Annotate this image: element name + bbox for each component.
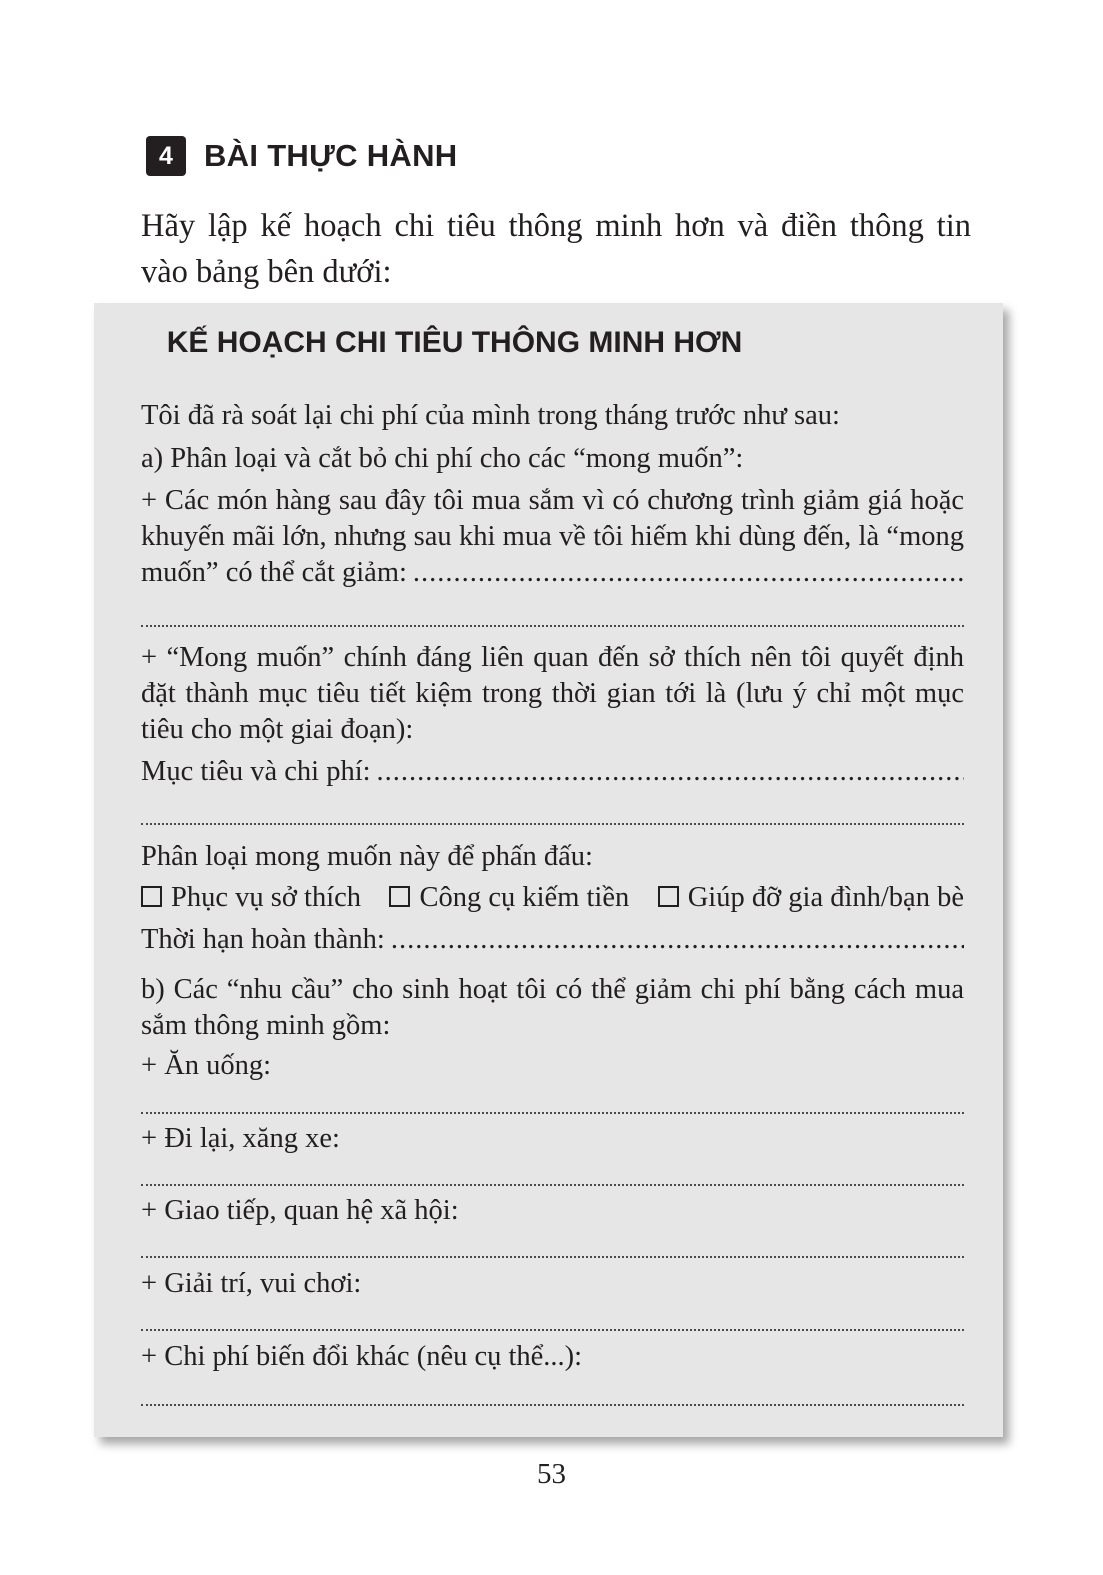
option-earning-tool-label: Công cụ kiếm tiền: [419, 882, 630, 913]
a2-line-1: + “Mong muốn” chính đáng liên quan đến sở thích nên tôi quyết định: [141, 642, 964, 673]
goal-fill-line-2[interactable]: [141, 793, 964, 825]
option-earning-tool[interactable]: [389, 880, 629, 916]
checkbox-icon[interactable]: [658, 886, 679, 907]
need-social-label: + Giao tiếp, quan hệ xã hội:: [141, 1195, 459, 1226]
section-title: BÀI THỰC HÀNH: [204, 138, 458, 173]
need-other-label: + Chi phí biến đổi khác (nêu cụ thể...):: [141, 1341, 583, 1372]
worksheet-title: KẾ HOẠCH CHI TIÊU THÔNG MINH HƠN: [166, 326, 743, 359]
b-line-1: b) Các “nhu cầu” cho sinh hoạt tôi có thể giảm chi phí bằng cách mua: [141, 974, 964, 1005]
a1-fill-line[interactable]: [413, 555, 964, 591]
option-help-family[interactable]: [658, 880, 964, 916]
a1-line-2: khuyến mãi lớn, nhưng sau khi mua về tôi hiếm khi dùng đến, là “mong: [141, 521, 964, 552]
intro-line-2: vào bảng bên dưới:: [141, 254, 392, 290]
intro-paragraph: [141, 203, 971, 295]
option-hobby[interactable]: [141, 880, 361, 916]
deadline-label: Thời hạn hoàn thành:: [141, 924, 385, 955]
need-food-fill-line[interactable]: [141, 1082, 964, 1114]
need-other-fill-line[interactable]: [141, 1374, 964, 1406]
need-transport-fill-line[interactable]: [141, 1154, 964, 1186]
goal-label: Mục tiêu và chi phí:: [141, 756, 371, 787]
section-a-heading: a) Phân loại và cắt bỏ chi phí cho các “mong muốn”:: [141, 443, 744, 474]
checkbox-icon[interactable]: [389, 886, 410, 907]
checkbox-icon[interactable]: [141, 886, 162, 907]
classify-options: [141, 880, 964, 916]
section-header: [146, 135, 458, 177]
option-hobby-label: Phục vụ sở thích: [171, 882, 362, 913]
deadline-row: [141, 922, 964, 958]
deadline-fill-line[interactable]: [391, 922, 964, 958]
a1-line-3: [141, 555, 964, 591]
classify-label: Phân loại mong muốn này để phấn đấu:: [141, 841, 593, 872]
a1-fill-line-2[interactable]: [141, 595, 964, 627]
need-entertainment-fill-line[interactable]: [141, 1299, 964, 1331]
intro-line-1: Hãy lập kế hoạch chi tiêu thông minh hơn và điền thông tin: [141, 208, 971, 244]
page-number: 53: [537, 1458, 566, 1490]
b-line-2: sắm thông minh gồm:: [141, 1010, 391, 1041]
goal-fill-line[interactable]: [377, 754, 964, 790]
section-number-badge: 4: [146, 136, 186, 176]
need-social-fill-line[interactable]: [141, 1226, 964, 1258]
goal-row: [141, 754, 964, 790]
a2-line-2: đặt thành mục tiêu tiết kiệm trong thời gian tới là (lưu ý chỉ một mục: [141, 678, 964, 709]
option-help-family-label: Giúp đỡ gia đình/bạn bè: [687, 882, 964, 913]
a1-line-3-text: muốn” có thể cắt giảm:: [141, 557, 407, 588]
need-transport-label: + Đi lại, xăng xe:: [141, 1123, 340, 1154]
a1-line-1: + Các món hàng sau đây tôi mua sắm vì có chương trình giảm giá hoặc: [141, 485, 964, 516]
a2-line-3: tiêu cho một giai đoạn):: [141, 714, 414, 745]
need-food-label: + Ăn uống:: [141, 1050, 272, 1081]
review-line: Tôi đã rà soát lại chi phí của mình trong tháng trước như sau:: [141, 400, 840, 431]
need-entertainment-label: + Giải trí, vui chơi:: [141, 1268, 362, 1299]
